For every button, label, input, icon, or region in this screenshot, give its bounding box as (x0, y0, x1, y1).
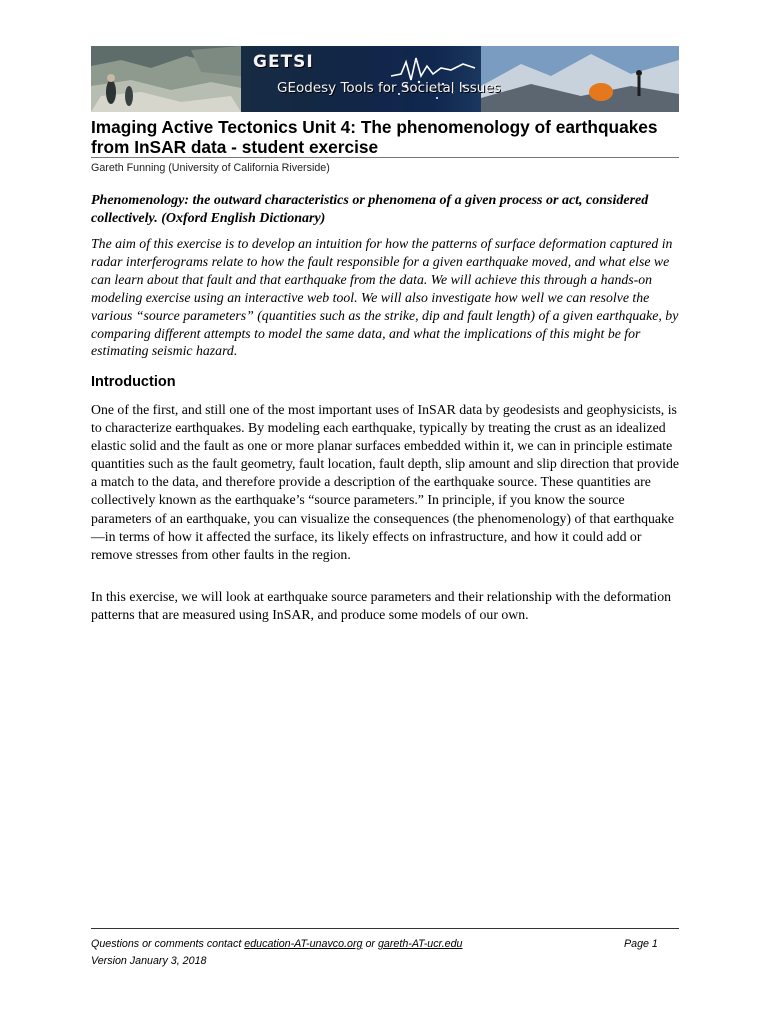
footer-divider (91, 928, 679, 929)
footer-contact-prefix: Questions or comments contact (91, 938, 245, 950)
footer-contact-or: or (362, 938, 378, 950)
getsi-banner (91, 46, 679, 112)
getsi-tagline: GEodesy Tools for Societal Issues (277, 80, 501, 96)
email-link-unavco[interactable]: education-AT-unavco.org (244, 938, 363, 950)
page-number: Page 1 (624, 938, 658, 950)
body-paragraph: One of the first, and still one of the most important uses of InSAR data by geodesists and geophysicists, is to characterize earthquakes. By modeling each earthquake, typically by treating the crust as an idealized elastic solid and the fault as one or more planar surfaces embedded within it, we can in principle estimate quantities such as the fault geometry, fault location, fault depth, slip amount and slip direction that provide a match to the data, and therefore provide a description of the earthquake source. These quantities are collectively known as the earthquake’s “source parameters.” In principle, if you know the source parameters of an earthquake, you can visualize the consequences (the phenomenology) of that earthquake—in terms of how it affected the surface, its likely effects on infrastructure, and how it could add or remove stresses from other faults in the region. (91, 402, 680, 562)
email-link-ucr[interactable]: gareth-AT-ucr.edu (377, 938, 463, 950)
footer-contact (91, 938, 463, 950)
getsi-logo-text: GETSI (253, 52, 314, 72)
body-paragraph: In this exercise, we will look at earthquake source parameters and their relationship with the deformation patterns that are measured using InSAR, and produce some models of our own. (91, 589, 672, 623)
section-heading-introduction: Introduction (91, 374, 176, 390)
version-date: Version January 3, 2018 (91, 955, 207, 967)
banner-landscape-image (91, 46, 679, 112)
title-divider (91, 157, 679, 158)
document-title: Imaging Active Tectonics Unit 4: The phenomenology of earthquakes from InSAR data - student exercise (91, 117, 658, 157)
author-line: Gareth Funning (University of California Riverside) (91, 162, 330, 174)
phenomenology-definition: Phenomenology: the outward characteristics or phenomena of a given process or act, considered collectively. (Oxford English Dictionary) (91, 193, 649, 226)
exercise-aim-paragraph: The aim of this exercise is to develop an intuition for how the patterns of surface deformation captured in radar interferograms relate to how the fault responsible for a given earthquake moved, and what else we can learn about that fault and that earthquake from the data. We will achieve this through a hands-on modeling exercise using an interactive web tool. We will also investigate how well we can resolve the various “source parameters” (quantities such as the strike, dip and fault length) of a given earthquake, by comparing different attempts to model the same data, and what the implications of this might be for estimating seismic hazard. (91, 236, 679, 359)
